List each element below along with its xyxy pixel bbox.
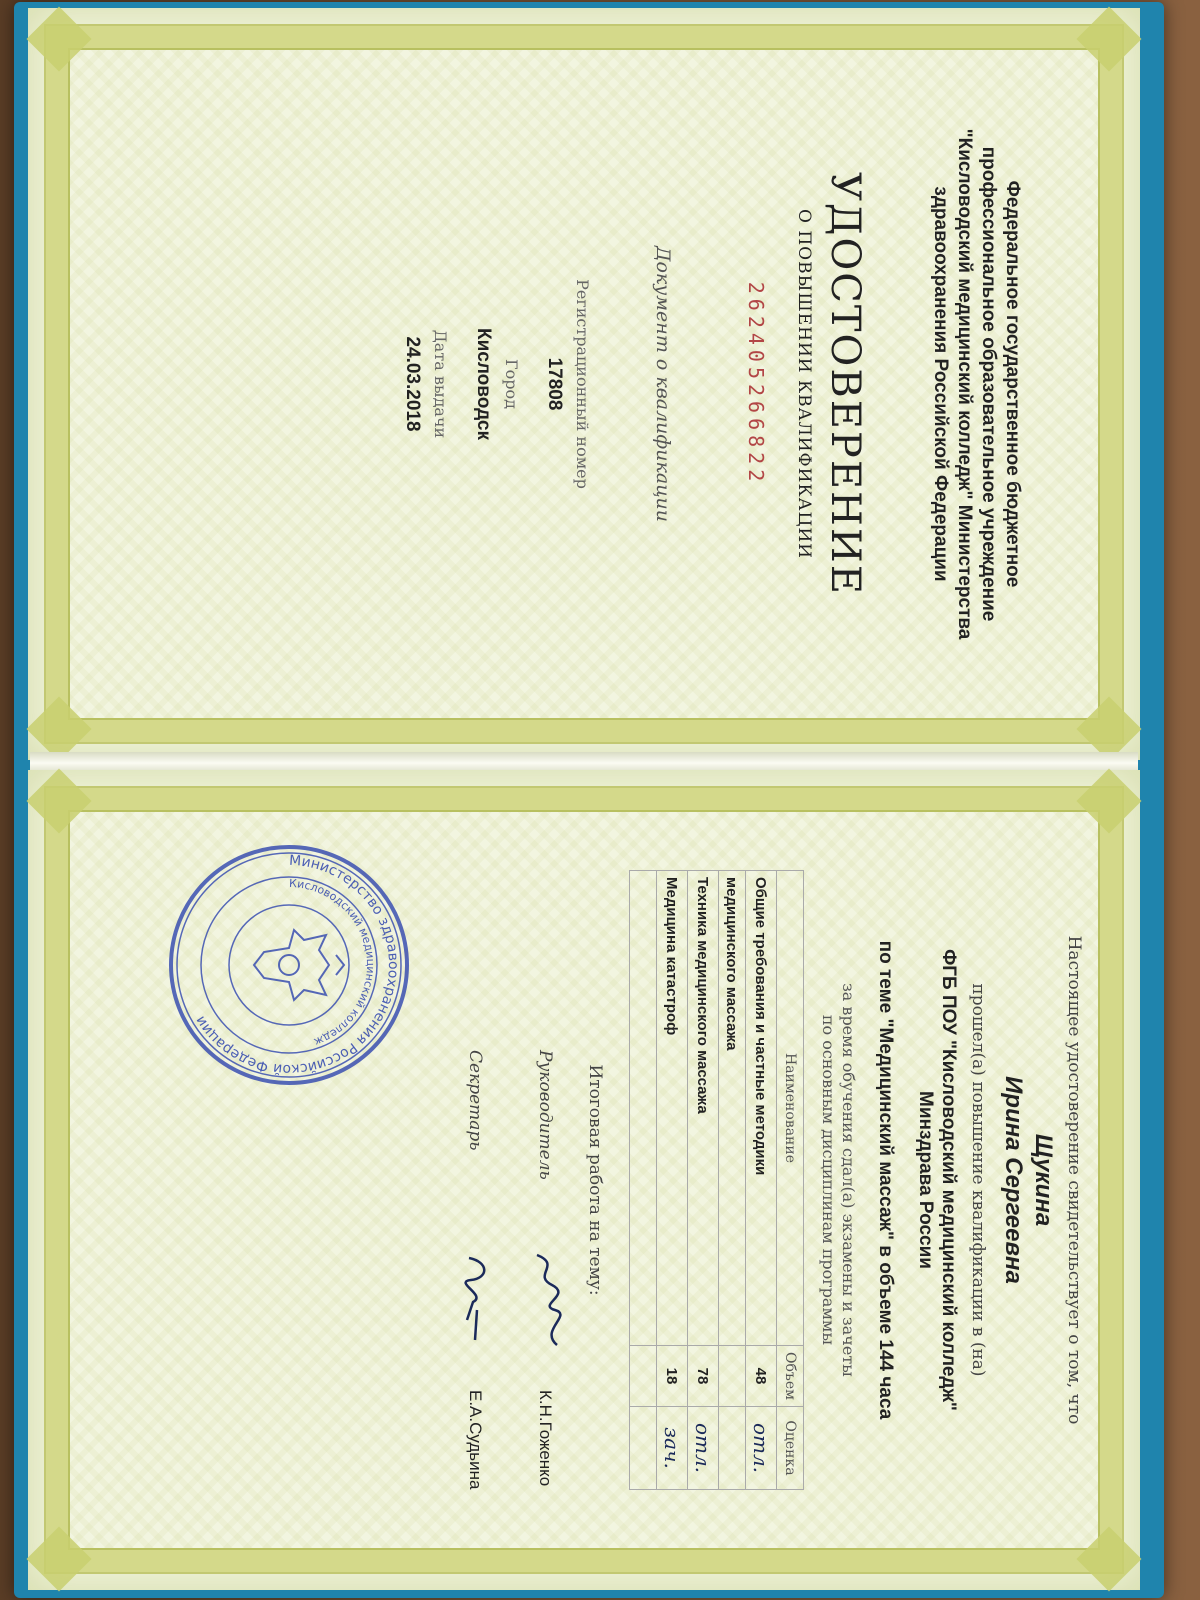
title-page [28, 8, 1140, 760]
header-volume: Объем [777, 1346, 804, 1407]
city-value: Кисловодск [473, 328, 494, 440]
issuer-line: "Кисловодский медицинский колледж" Министерства [954, 128, 975, 640]
subject-volume: 78 [688, 1346, 719, 1407]
holder-surname: Щукина [1030, 1133, 1057, 1227]
institution-line: Минздрава России [915, 1091, 936, 1269]
svg-text:Министерство здравоохранения Р [192, 853, 401, 1077]
issuer-name [928, 64, 1024, 704]
secretary-signature [457, 1250, 497, 1350]
table-row [719, 871, 746, 1490]
issuer-line: Федеральное государственное бюджетное [1002, 180, 1023, 588]
serial-number: 262405266822 [744, 281, 768, 487]
header-name: Наименование [777, 871, 804, 1346]
eagle-emblem-icon [254, 930, 344, 1000]
course-topic: по теме "Медицинский массаж" в объеме 144 часа [875, 940, 896, 1420]
table-row [746, 871, 777, 1490]
registration-label: Регистрационный номер [573, 279, 592, 489]
official-stamp [164, 840, 414, 1090]
subject-grade [630, 1407, 657, 1490]
secretary-label: Секретарь [465, 1050, 485, 1151]
subject-grade: отл. [688, 1407, 719, 1490]
institution-name [914, 830, 960, 1530]
svg-text:Кисловодский медицинский колле [289, 877, 377, 1049]
subject-volume [630, 1346, 657, 1407]
certificate-intro: Настоящее удостоверение свидетельствует о том, что [1064, 935, 1084, 1425]
issue-date-label: Дата выдачи [431, 329, 450, 439]
subject-name: Медицина катастроф [657, 871, 688, 1346]
subject-volume [719, 1346, 746, 1407]
content-page-body [64, 830, 1104, 1530]
exam-line: за время обучения сдал(а) экзамены и зачеты [839, 983, 858, 1377]
subject-grade: зач. [657, 1407, 688, 1490]
issuer-line: профессиональное образовательное учреждение [978, 146, 999, 622]
exam-line: по основным дисциплинам программы [819, 1014, 838, 1346]
holder-first-name: Ирина Сергеевна [1000, 1076, 1027, 1284]
subject-volume: 18 [657, 1346, 688, 1407]
table-row [688, 871, 719, 1490]
subject-name: Общие требования и частные методики [746, 871, 777, 1346]
registration-number: 17808 [544, 357, 565, 411]
title-page-content [104, 64, 1064, 704]
secretary-signature-row [445, 830, 501, 1530]
issue-date-value: 24.03.2018 [402, 336, 423, 432]
document-subtitle: О ПОВЫШЕНИИ КВАЛИФИКАЦИИ [794, 209, 814, 559]
institution-line: ФГБ ПОУ "Кисловодский медицинский колледж" [938, 949, 959, 1411]
table-row [630, 871, 657, 1490]
final-work-label: Итоговая работа на тему: [585, 1064, 605, 1296]
stamp-inner-text: Кисловодский медицинский колледж [288, 876, 378, 1049]
header-grade: Оценка [777, 1407, 804, 1490]
head-label: Руководитель [535, 1050, 555, 1180]
subject-name [630, 871, 657, 1346]
subject-grade [719, 1407, 746, 1490]
subject-name: медицинского массажа [719, 871, 746, 1346]
secretary-name: Е.А.Судьина [466, 1390, 485, 1490]
holder-name [998, 830, 1058, 1530]
subject-volume: 48 [746, 1346, 777, 1407]
head-signature [527, 1250, 567, 1350]
passed-text: прошел(а) повышение квалификации в (на) [968, 983, 988, 1377]
document-kind: Документ о квалификации [652, 246, 674, 522]
grades-table-header [777, 871, 804, 1490]
table-row [657, 871, 688, 1490]
document-title: УДОСТОВЕРЕНИЕ [822, 172, 868, 596]
subject-name: Техника медицинского массажа [688, 871, 719, 1346]
issuer-line: здравоохранения Российской Федерации [930, 186, 951, 582]
grades-table [629, 870, 804, 1490]
city-label: Город [502, 359, 521, 409]
content-page [28, 770, 1140, 1590]
head-signature-row [515, 830, 571, 1530]
stamp-outer-text: Министерство здравоохранения Российской Федерации [192, 852, 402, 1078]
exam-text [818, 830, 858, 1530]
head-name: К.Н.Гоженко [536, 1390, 555, 1487]
subject-grade: отл. [746, 1407, 777, 1490]
